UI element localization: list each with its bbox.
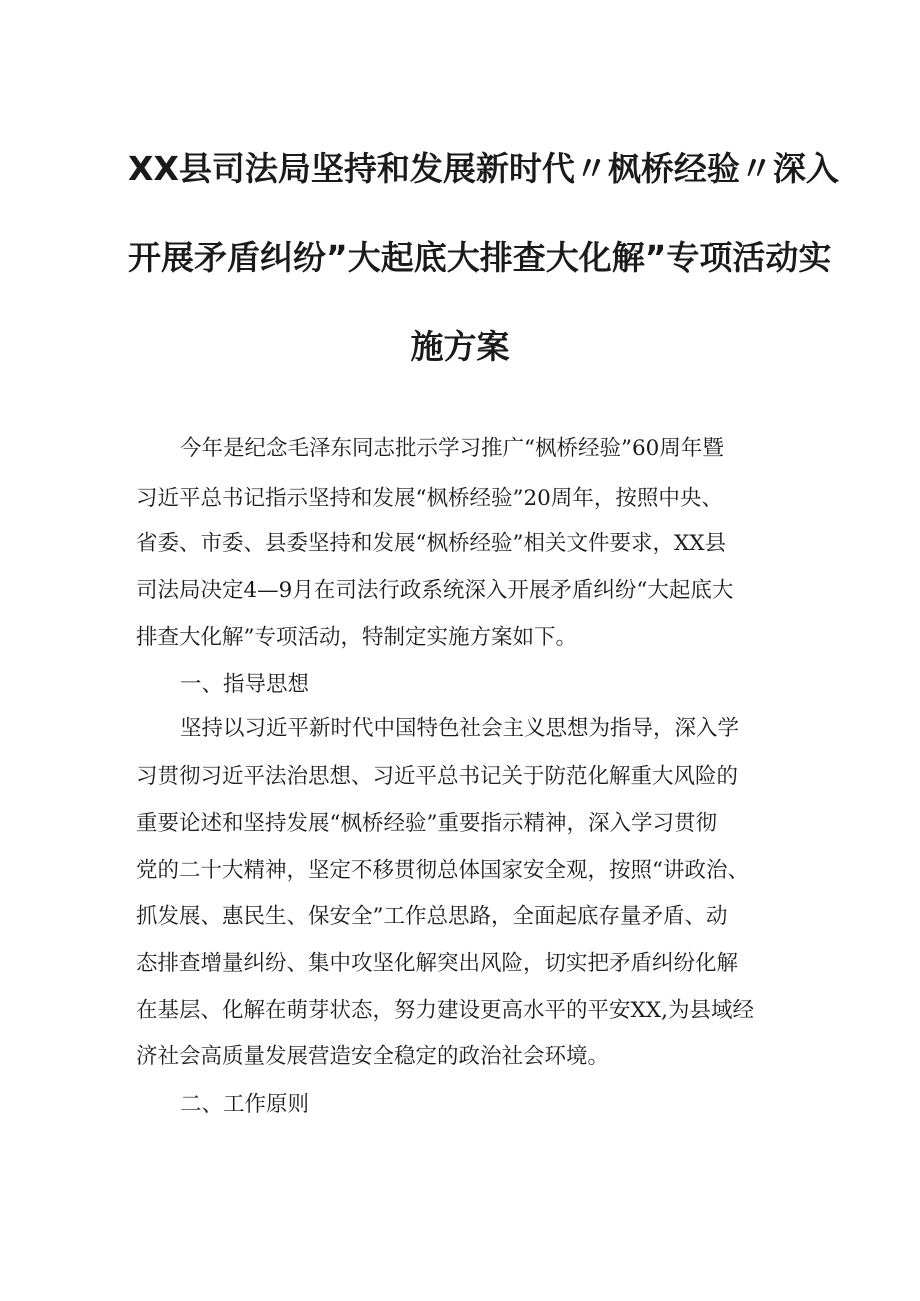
section-2-heading: 二、工作原则 (180, 1092, 310, 1117)
intro-line-5: 排查大化解”专项活动，特制定实施方案如下。 (136, 625, 577, 650)
section-1-line-3: 重要论述和坚持发展“枫桥经验”重要指示精神，深入学习贯彻 (136, 811, 717, 836)
section-1-line-6: 态排查增量纠纷、集中攻坚化解突出风险，切实把矛盾纠纷化解 (136, 951, 739, 976)
section-1-line-4: 党的二十大精神，坚定不移贯彻总体国家安全观，按照“讲政治、 (136, 858, 749, 883)
intro-line-2: 习近平总书记指示坚持和发展“枫桥经验”20周年，按照中央、 (136, 486, 723, 511)
intro-line-1: 今年是纪念毛泽东同志批示学习推广“枫桥经验”60周年暨 (180, 436, 724, 461)
section-1-line-8: 济社会高质量发展营造安全稳定的政治社会环境。 (136, 1044, 610, 1069)
section-1-line-5: 抓发展、惠民生、保安全”工作总思路，全面起底存量矛盾、动 (136, 904, 728, 929)
document-title-line-1: XX县司法局坚持和发展新时代〃枫桥经验〃深入 (128, 149, 839, 188)
section-1-line-2: 习贯彻习近平法治思想、习近平总书记关于防范化解重大风险的 (136, 764, 739, 789)
intro-line-4: 司法局决定4—9月在司法行政系统深入开展矛盾纠纷“大起底大 (136, 578, 734, 603)
intro-line-3: 省委、市委、县委坚持和发展“枫桥经验”相关文件要求，XX县 (136, 531, 727, 556)
section-1-line-7: 在基层、化解在萌芽状态，努力建设更高水平的平安XX,为县域经 (136, 998, 754, 1023)
document-title-line-2: 开展矛盾纠纷”大起底大排查大化解”专项活动实 (128, 238, 832, 277)
section-1-heading: 一、指导思想 (180, 672, 310, 697)
document-title-line-3: 施方案 (410, 327, 510, 366)
section-1-line-1: 坚持以习近平新时代中国特色社会主义思想为指导，深入学 (180, 716, 740, 741)
